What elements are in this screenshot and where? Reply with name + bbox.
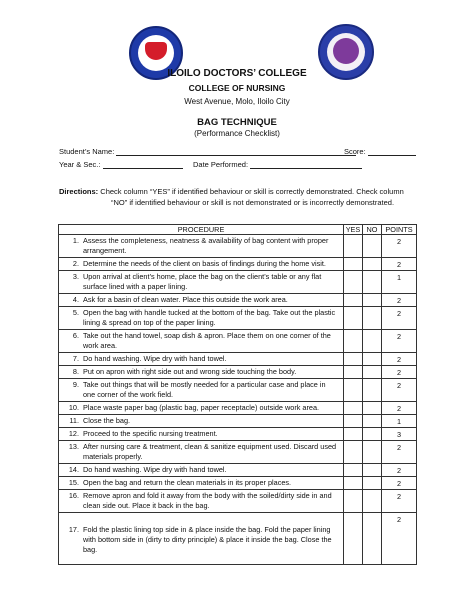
date-performed-label: Date Performed:: [193, 160, 249, 169]
points-cell: 2: [382, 490, 417, 513]
date-performed-blank[interactable]: [250, 160, 362, 169]
no-checkbox-cell[interactable]: [363, 294, 382, 307]
procedure-item: [59, 259, 339, 269]
procedure-item: [59, 442, 339, 462]
procedure-cell: [59, 477, 344, 490]
procedure-item: [59, 403, 339, 413]
college-address: West Avenue, Molo, Iloilo City: [184, 97, 290, 106]
no-checkbox-cell[interactable]: [363, 402, 382, 415]
points-cell: 2: [382, 402, 417, 415]
procedure-item: [59, 416, 339, 426]
procedure-cell: [59, 271, 344, 294]
procedure-item: [59, 295, 339, 305]
step-number: 4.: [72, 295, 79, 304]
step-text: After nursing care & treatment, clean & sanitize equipment used. Discard used materials properly.: [83, 442, 337, 461]
no-checkbox-cell[interactable]: [363, 464, 382, 477]
step-text: Do hand washing. Wipe dry with hand towel.: [83, 354, 227, 363]
table-row: [59, 428, 417, 441]
year-sec-blank[interactable]: [103, 160, 183, 169]
yes-checkbox-cell[interactable]: [344, 379, 363, 402]
yes-checkbox-cell[interactable]: [344, 235, 363, 258]
procedure-item: [59, 308, 339, 328]
header-yes: YES: [344, 225, 363, 235]
student-name-blank[interactable]: [116, 147, 356, 156]
procedure-cell: [59, 294, 344, 307]
no-checkbox-cell[interactable]: [363, 366, 382, 379]
page-title: BAG TECHNIQUE: [197, 117, 277, 128]
score-field: [344, 147, 416, 156]
procedure-cell: [59, 415, 344, 428]
procedure-item: [59, 367, 339, 377]
step-number: 12.: [68, 429, 79, 438]
procedure-cell: [59, 464, 344, 477]
department-name: COLLEGE OF NURSING: [188, 83, 286, 93]
step-text: Close the bag.: [83, 416, 131, 425]
no-checkbox-cell[interactable]: [363, 513, 382, 565]
student-name-field: [59, 147, 356, 156]
college-name: ILOILO DOCTORS’ COLLEGE: [167, 68, 307, 79]
points-cell: 3: [382, 428, 417, 441]
nurse-emblem-icon: [333, 38, 359, 64]
points-cell: 2: [382, 353, 417, 366]
table-row: [59, 402, 417, 415]
procedure-item: [59, 331, 339, 351]
yes-checkbox-cell[interactable]: [344, 415, 363, 428]
points-cell: 2: [382, 366, 417, 379]
no-checkbox-cell[interactable]: [363, 441, 382, 464]
step-number: 8.: [72, 367, 79, 376]
date-performed-field: [193, 160, 362, 169]
directions-label: Directions:: [59, 187, 99, 196]
step-text: Do hand washing. Wipe dry with hand towel.: [83, 465, 227, 474]
table-row: [59, 441, 417, 464]
step-number: 16.: [68, 491, 79, 500]
step-text: Put on apron with right side out and wrong side touching the body.: [83, 367, 297, 376]
yes-checkbox-cell[interactable]: [344, 490, 363, 513]
procedure-cell: [59, 330, 344, 353]
step-number: 10.: [68, 403, 79, 412]
points-cell: 1: [382, 271, 417, 294]
table-row: [59, 415, 417, 428]
yes-checkbox-cell[interactable]: [344, 307, 363, 330]
no-checkbox-cell[interactable]: [363, 307, 382, 330]
table-row: [59, 477, 417, 490]
procedure-cell: [59, 258, 344, 271]
header-points: POINTS: [382, 225, 417, 235]
points-cell: 2: [382, 513, 417, 565]
yes-checkbox-cell[interactable]: [344, 441, 363, 464]
table-row: [59, 258, 417, 271]
points-cell: 2: [382, 330, 417, 353]
directions: [59, 186, 429, 208]
table-header-row: [59, 225, 417, 235]
table-row: [59, 366, 417, 379]
step-number: 17.: [68, 525, 79, 534]
table-row: [59, 353, 417, 366]
step-number: 9.: [72, 380, 79, 389]
yes-checkbox-cell[interactable]: [344, 428, 363, 441]
points-cell: 2: [382, 464, 417, 477]
procedure-cell: [59, 353, 344, 366]
no-checkbox-cell[interactable]: [363, 353, 382, 366]
no-checkbox-cell[interactable]: [363, 379, 382, 402]
score-blank[interactable]: [368, 147, 416, 156]
yes-checkbox-cell[interactable]: [344, 258, 363, 271]
procedure-cell: [59, 513, 344, 565]
step-number: 6.: [72, 331, 79, 340]
points-cell: 1: [382, 415, 417, 428]
procedure-cell: [59, 366, 344, 379]
yes-checkbox-cell[interactable]: [344, 294, 363, 307]
points-cell: 2: [382, 441, 417, 464]
step-text: Remove apron and fold it away from the body with the soiled/dirty side in and clean side out. Place it back in the bag.: [83, 491, 332, 510]
step-number: 14.: [68, 465, 79, 474]
procedure-item: [59, 236, 339, 256]
step-text: Place waste paper bag (plastic bag, paper receptacle) outside work area.: [83, 403, 320, 412]
yes-checkbox-cell[interactable]: [344, 477, 363, 490]
step-text: Take out things that will be mostly needed for a particular case and place in one corner of the work field.: [83, 380, 326, 399]
step-text: Take out the hand towel, soap dish & apron. Place them on one corner of the work area.: [83, 331, 331, 350]
yes-checkbox-cell[interactable]: [344, 366, 363, 379]
no-checkbox-cell[interactable]: [363, 428, 382, 441]
directions-text-1: Check column “YES” if identified behaviour or skill is correctly demonstrated. Check column: [100, 187, 404, 196]
procedure-item: [59, 514, 339, 563]
step-text: Assess the completeness, neatness & availability of bag content with proper arrangement.: [83, 236, 329, 255]
procedure-cell: [59, 428, 344, 441]
no-checkbox-cell[interactable]: [363, 258, 382, 271]
step-number: 3.: [72, 272, 79, 281]
step-number: 11.: [69, 416, 79, 425]
procedure-cell: [59, 235, 344, 258]
points-cell: 2: [382, 258, 417, 271]
table-row: [59, 490, 417, 513]
step-text: Upon arrival at client’s home, place the bag on the client’s table or any flat surface lined with a paper lining.: [83, 272, 322, 291]
yes-checkbox-cell[interactable]: [344, 402, 363, 415]
table-row: [59, 379, 417, 402]
step-text: Determine the needs of the client on basis of findings during the home visit.: [83, 259, 326, 268]
table-row: [59, 271, 417, 294]
table-row: [59, 513, 417, 565]
no-checkbox-cell[interactable]: [363, 271, 382, 294]
procedure-item: [59, 272, 339, 292]
table-row: [59, 464, 417, 477]
yes-checkbox-cell[interactable]: [344, 271, 363, 294]
student-name-label: Student’s Name:: [59, 147, 115, 156]
procedure-item: [59, 465, 339, 475]
yes-checkbox-cell[interactable]: [344, 330, 363, 353]
table-row: [59, 235, 417, 258]
points-cell: 2: [382, 235, 417, 258]
no-checkbox-cell[interactable]: [363, 490, 382, 513]
procedure-cell: [59, 441, 344, 464]
points-cell: 2: [382, 307, 417, 330]
step-text: Open the bag with handle tucked at the bottom of the bag. Take out the plastic lining & spread on top of the paper lining.: [83, 308, 336, 327]
procedure-rows: [59, 235, 417, 565]
year-sec-field: [59, 160, 183, 169]
procedure-item: [59, 491, 339, 511]
procedure-cell: [59, 307, 344, 330]
procedure-item: [59, 354, 339, 364]
procedure-table: [58, 224, 417, 565]
page-subtitle: (Performance Checklist): [194, 129, 280, 138]
header-no: NO: [363, 225, 382, 235]
procedure-cell: [59, 402, 344, 415]
step-number: 1.: [72, 236, 79, 245]
table-row: [59, 294, 417, 307]
step-number: 7.: [72, 354, 79, 363]
points-cell: 2: [382, 294, 417, 307]
header-procedure: PROCEDURE: [59, 225, 344, 235]
table-row: [59, 307, 417, 330]
no-checkbox-cell[interactable]: [363, 415, 382, 428]
step-number: 5.: [72, 308, 79, 317]
no-checkbox-cell[interactable]: [363, 330, 382, 353]
no-checkbox-cell[interactable]: [363, 235, 382, 258]
no-checkbox-cell[interactable]: [363, 477, 382, 490]
directions-text-2: “NO” if identified behaviour or skill is not demonstrated or is incorrectly demonstrated.: [111, 198, 395, 207]
points-cell: 2: [382, 379, 417, 402]
step-text: Proceed to the specific nursing treatment.: [83, 429, 218, 438]
procedure-item: [59, 380, 339, 400]
yes-checkbox-cell[interactable]: [344, 353, 363, 366]
table-row: [59, 330, 417, 353]
points-cell: 2: [382, 477, 417, 490]
step-text: Open the bag and return the clean materials in its proper places.: [83, 478, 292, 487]
step-number: 2.: [72, 259, 79, 268]
yes-checkbox-cell[interactable]: [344, 464, 363, 477]
year-sec-label: Year & Sec.:: [59, 160, 101, 169]
step-text: Fold the plastic lining top side in & place inside the bag. Fold the paper lining with bottom side in (dirty to dirty principle) & place it inside the bag. Close the bag.: [83, 525, 332, 554]
procedure-item: [59, 478, 339, 488]
step-number: 15.: [68, 478, 79, 487]
score-label: Score:: [344, 147, 366, 156]
yes-checkbox-cell[interactable]: [344, 513, 363, 565]
step-number: 13.: [68, 442, 79, 451]
procedure-cell: [59, 379, 344, 402]
step-text: Ask for a basin of clean water. Place this outside the work area.: [83, 295, 288, 304]
procedure-item: [59, 429, 339, 439]
procedure-cell: [59, 490, 344, 513]
